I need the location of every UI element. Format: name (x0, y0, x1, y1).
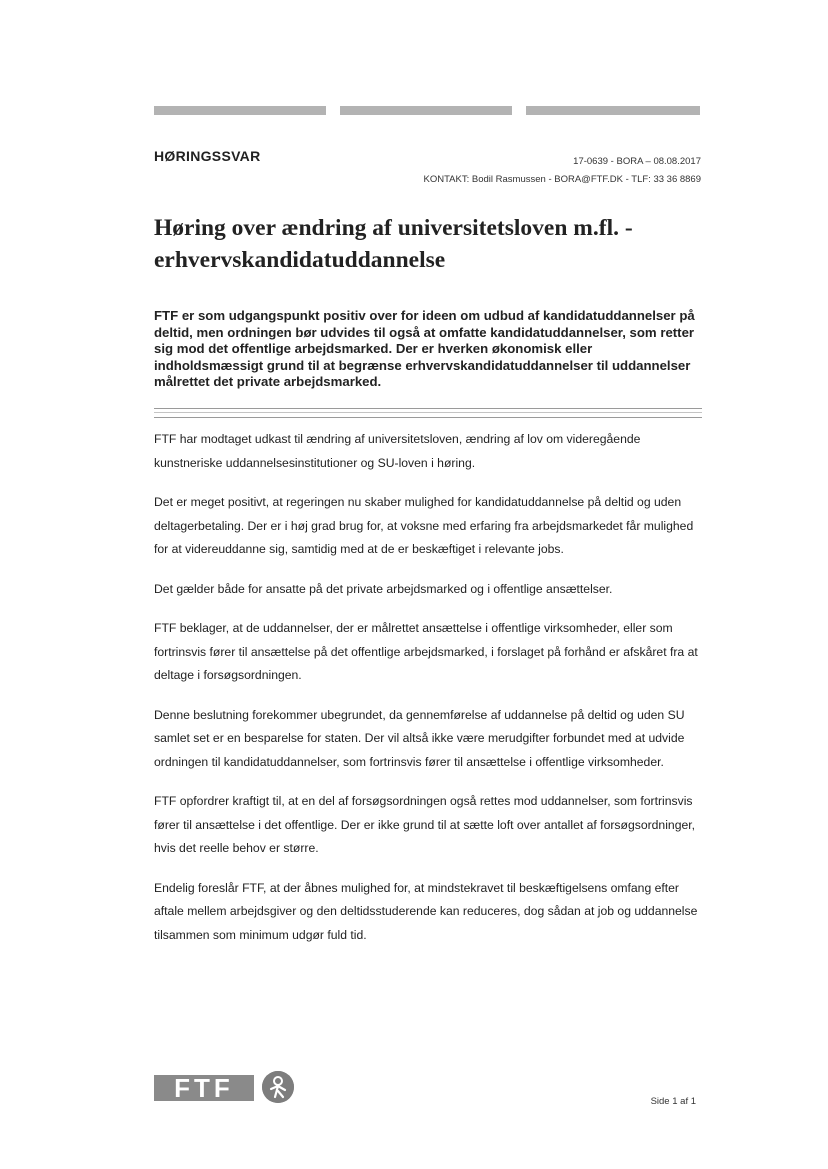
paragraph: Denne beslutning forekommer ubegrundet, da gennemførelse af uddannelse på deltid og uden SU samlet set er en besparelse for staten. Der vil altså ikke være merudgifter forbundet med at udvide ordningen til kandidatuddannelser, som fortrinsvis fører til ansættelse i offentlige virksomheder. (154, 707, 685, 769)
ftf-emblem-icon (262, 1071, 294, 1103)
reference-block (424, 153, 702, 189)
document-title: Høring over ændring af universitetsloven m.fl. - erhvervskandidatuddannelse (154, 215, 633, 273)
header-bar-1 (154, 106, 326, 115)
contact-line: KONTAKT: Bodil Rasmussen - BORA@FTF.DK - TLF: 33 36 8869 (423, 174, 701, 185)
ftf-logo-text: FTF (154, 1075, 254, 1101)
reference-number: 17-0639 - BORA – 08.08.2017 (573, 156, 701, 167)
paragraph: Det gælder både for ansatte på det private arbejdsmarked og i offentlige ansættelser. (154, 581, 613, 596)
header-bar-2 (340, 106, 512, 115)
paragraph: FTF beklager, at de uddannelser, der er målrettet ansættelse i offentlige virksomheder, eller som fortrinsvis fører til ansættelse på det offentlige arbejdsmarked, i forslaget på forhånd er afskåret fra at deltage i forsøgsordningen. (154, 621, 698, 682)
paragraph: Det er meget positivt, at regeringen nu skaber mulighed for kandidatuddannelse på deltid og uden deltagerbetaling. Der er i høj grad brug for, at voksne med erfaring fra arbejdsmarkedet får mulighed for at videreuddanne sig, samtidig med at de er beskæftiget i relevante jobs. (154, 495, 694, 556)
lead-summary: FTF er som udgangspunkt positiv over for ideen om udbud af kandidatuddannelser på deltid, men ordningen bør udvides til også at omfatte kandidatuddannelser, som retter sig mod det offentlige arbejdsmarked. Der er hverken økonomisk eller indholdsmæssigt grund til at begrænse erhvervskandidatuddannelser til uddannelser målrettet det private arbejdsmarked. (154, 308, 695, 390)
body-text (154, 428, 702, 963)
section-divider (154, 408, 702, 418)
ftf-logo (154, 1069, 304, 1105)
header-bar-3 (526, 106, 700, 115)
paragraph: FTF har modtaget udkast til ændring af universitetsloven, ændring af lov om videregående kunstneriske uddannelsesinstitutioner og SU-loven i høring. (154, 432, 641, 470)
paragraph: FTF opfordrer kraftigt til, at en del af forsøgsordningen også rettes mod uddannelser, som fortrinsvis fører til ansættelse i det offentlige. Der er ikke grund til at sætte loft over antallet af forsøgsordninger, hvis det reelle behov er større. (154, 794, 696, 855)
page-number: Side 1 af 1 (650, 1096, 696, 1107)
header-decor-bars (154, 106, 700, 116)
document-type: HØRINGSSVAR (154, 148, 261, 164)
paragraph: Endelig foreslår FTF, at der åbnes mulighed for, at mindstekravet til beskæftigelsens omfang efter aftale mellem arbejdsgiver og den deltidsstuderende kan reduceres, dog sådan at job og uddannelse tilsammen som minimum udgør fuld tid. (154, 880, 698, 942)
